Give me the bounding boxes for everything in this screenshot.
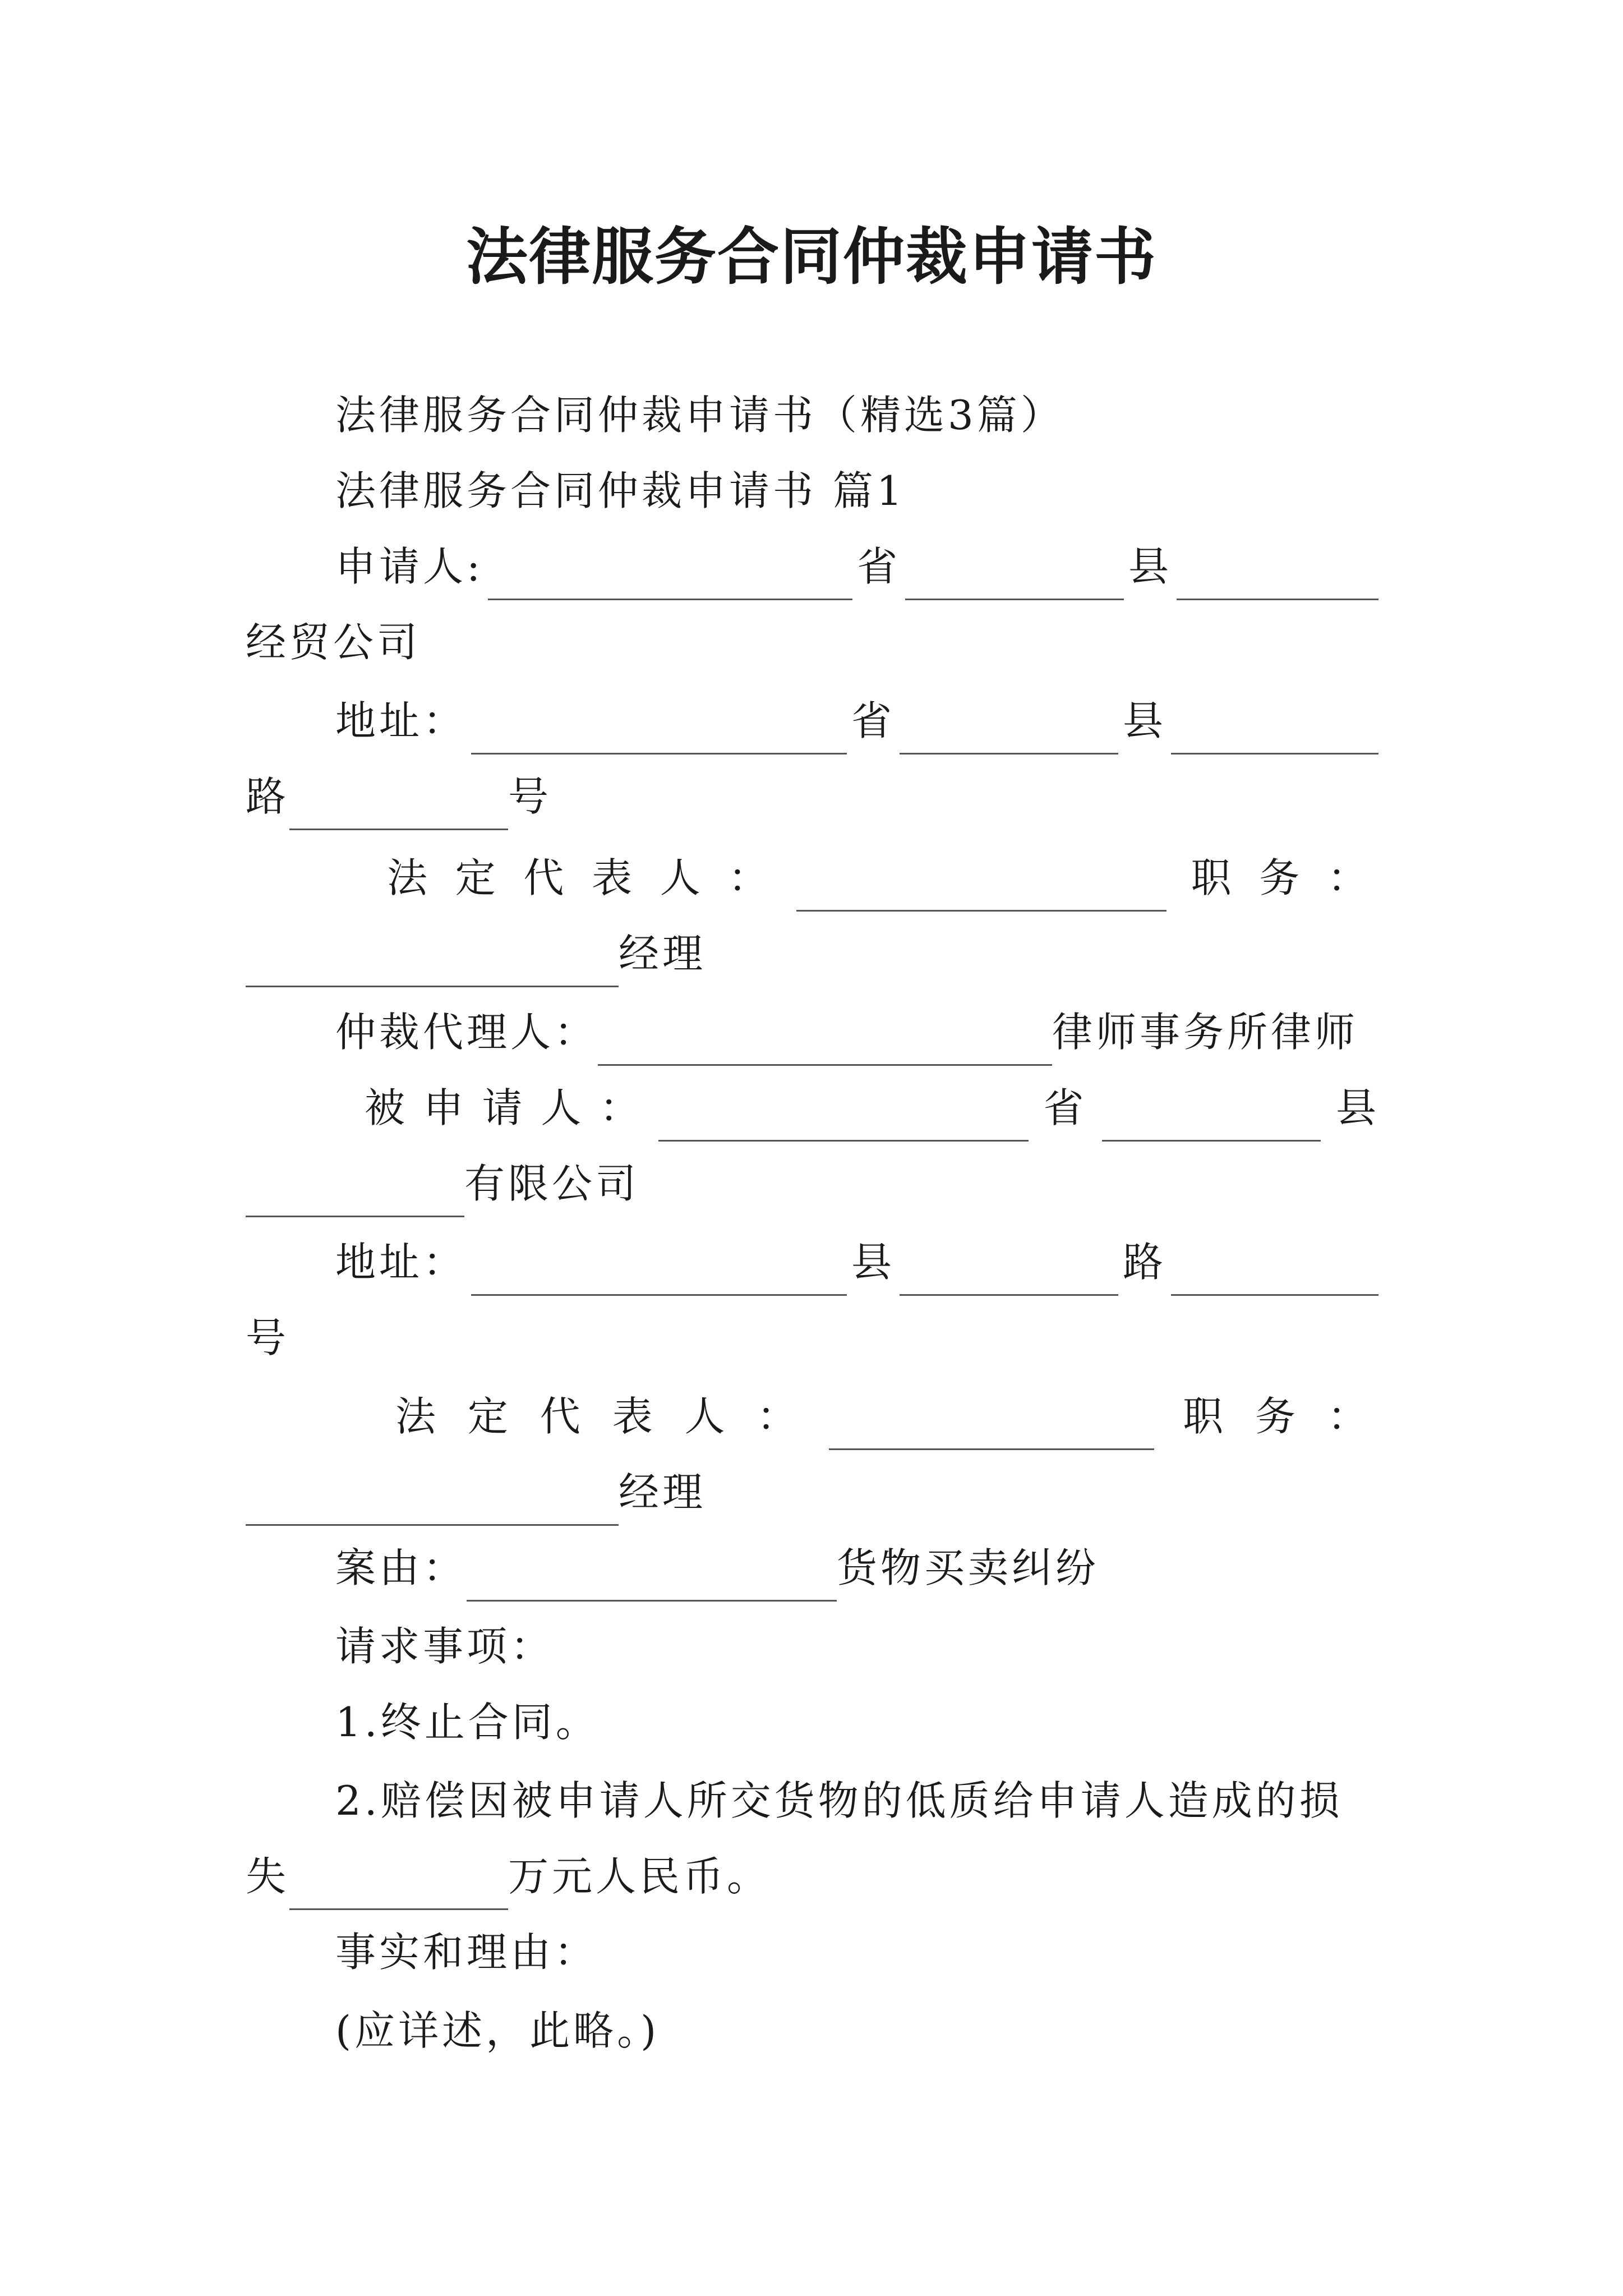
agent-suffix: 律师事务所律师 (1052, 1009, 1359, 1056)
claim-2-start: 失 (246, 1853, 290, 1900)
claim-2-line-1: 2.赔偿因被申请人所交货物的低质给申请人造成的损 (335, 1777, 1343, 1824)
document-title: 法律服务合同仲裁申请书 (466, 220, 1157, 293)
rep-char: 法 (387, 854, 431, 901)
blank-address-province (900, 710, 1118, 754)
applicant-rep-title-line (246, 920, 1378, 987)
address-label: 地址： (335, 697, 467, 744)
respondent-char: 申 (423, 1084, 467, 1131)
blank-agent (598, 1022, 1052, 1066)
applicant-address-line (246, 687, 1378, 754)
blank-applicant-county (1177, 556, 1378, 600)
position-char: ： (1327, 1393, 1371, 1440)
respondent-address-line (246, 1228, 1378, 1296)
blank-claim-amount (289, 1866, 508, 1910)
respondent-province: 省 (1043, 1084, 1087, 1131)
blank-applicant-province (905, 556, 1124, 600)
blank-address-1 (471, 710, 847, 754)
applicant-province: 省 (857, 543, 901, 590)
blank-applicant-name (488, 556, 852, 600)
position-char: 务 (1255, 1393, 1299, 1440)
respondent-char: 被 (365, 1084, 409, 1131)
respondent-char: 请 (482, 1084, 526, 1131)
cause-line (246, 1534, 1378, 1602)
blank-respondent-rep (829, 1406, 1154, 1450)
respondent-county: 县 (1335, 1084, 1380, 1131)
rep-char: ： (757, 1393, 801, 1440)
respondent-rep-line (395, 1383, 1371, 1450)
applicant-line (246, 533, 1378, 600)
respondent-char: 人 (541, 1084, 585, 1131)
cause-label: 案由： (335, 1544, 467, 1591)
rep-char: 表 (612, 1393, 656, 1440)
rep-title: 经理 (619, 930, 707, 977)
subtitle: 法律服务合同仲裁申请书（精选3篇） (335, 392, 1064, 439)
agent-label: 仲裁代理人： (335, 1009, 598, 1056)
rep-char: 定 (455, 854, 499, 901)
cause-suffix: 货物买卖纠纷 (837, 1544, 1100, 1591)
blank-respondent-rep-position (246, 1481, 619, 1526)
claim-2-end: 万元人民币。 (508, 1853, 771, 1900)
rep-char: 定 (467, 1393, 511, 1440)
position-char: ： (1327, 854, 1371, 901)
respondent-address-road: 路 (1122, 1239, 1166, 1286)
rep-char: 人 (684, 1393, 728, 1440)
blank-respondent-county (246, 1173, 464, 1217)
claim-1: 1.终止合同。 (335, 1699, 600, 1746)
respondent-rep-title-line (246, 1458, 1378, 1526)
rep-char: 人 (660, 854, 704, 901)
respondent-company: 有限公司 (464, 1160, 640, 1207)
respondent-company-line (246, 1150, 1378, 1217)
section-heading: 法律服务合同仲裁申请书 篇1 (335, 467, 906, 514)
applicant-label: 申请人: (335, 543, 484, 590)
respondent-address-label: 地址： (335, 1239, 467, 1286)
rep-char: 表 (591, 854, 635, 901)
blank-respondent-province (1102, 1097, 1321, 1142)
position-char: 职 (1191, 854, 1235, 901)
applicant-county: 县 (1128, 543, 1173, 590)
blank-respondent-address-county (900, 1251, 1118, 1296)
applicant-company: 经贸公司 (246, 619, 421, 666)
address-road: 路 (246, 773, 290, 820)
rep-char: 法 (395, 1393, 440, 1440)
respondent-char: ： (600, 1084, 644, 1131)
claims-heading: 请求事项： (335, 1623, 555, 1670)
rep-char: ： (728, 854, 772, 901)
blank-rep-name (796, 867, 1166, 912)
blank-respondent-address (471, 1251, 847, 1296)
blank-respondent-name (658, 1097, 1029, 1142)
applicant-address-line-2 (246, 763, 1378, 830)
blank-rep-position (246, 943, 619, 987)
blank-respondent-address-road (1171, 1251, 1378, 1296)
claim-2-line-2 (246, 1843, 1378, 1910)
position-char: 职 (1183, 1393, 1227, 1440)
respondent-address-number: 号 (246, 1314, 290, 1361)
respondent-address-county: 县 (851, 1239, 895, 1286)
address-number: 号 (508, 773, 552, 820)
blank-address-road (289, 786, 508, 830)
facts-heading: 事实和理由： (335, 1929, 598, 1976)
applicant-rep-line (387, 844, 1371, 912)
facts-body: (应详述，此略。) (335, 2007, 660, 2054)
rep-char: 代 (523, 854, 568, 901)
address-province: 省 (851, 697, 895, 744)
agent-line (246, 999, 1378, 1066)
respondent-rep-title: 经理 (619, 1469, 707, 1516)
blank-cause (467, 1557, 837, 1602)
blank-address-county (1171, 710, 1378, 754)
position-char: 务 (1259, 854, 1303, 901)
address-county: 县 (1122, 697, 1166, 744)
respondent-line (365, 1074, 1380, 1142)
rep-char: 代 (540, 1393, 584, 1440)
